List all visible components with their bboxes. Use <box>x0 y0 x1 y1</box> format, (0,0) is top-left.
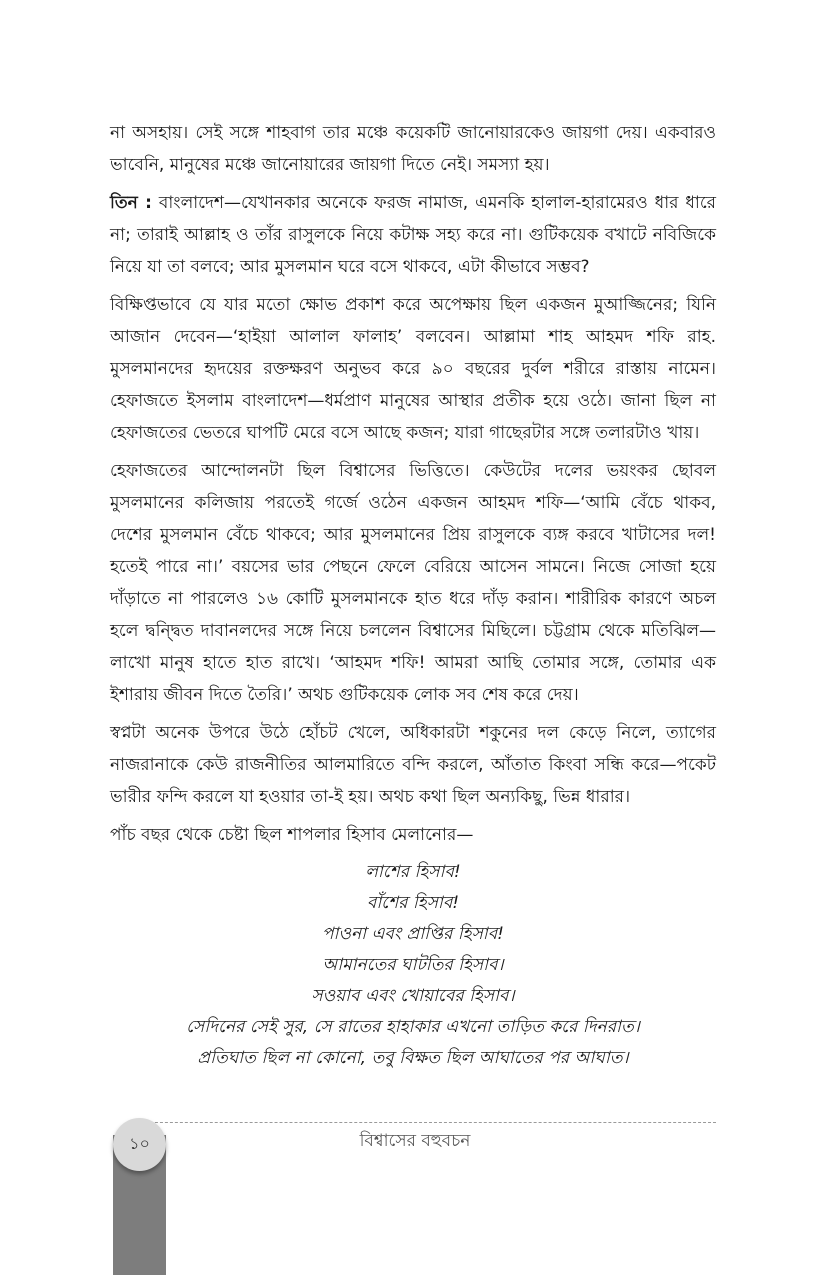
running-title: বিশ্বাসের বহুবচন <box>359 1131 471 1151</box>
poem-line: বাঁশের হিসাব! <box>366 893 460 913</box>
paragraph-text: বাংলাদেশ—যেখানকার অনেকে ফরজ নামাজ, এমনকি হালাল-হারামেরও ধার ধারে না; তারাই আল্লাহ ও তাঁর রাসুলকে নিয়ে কটাক্ষ সহ্য করে না। গুটিকয়েক বখাটে নবিজিকে নিয়ে যা তা বলবে; আর মুসলমান ঘরে বসে থাকবে, এটা কীভাবে সম্ভব? <box>110 193 716 277</box>
paragraph: পাঁচ বছর থেকে চেষ্টা ছিল শাপলার হিসাব মেলানোর— <box>110 825 474 845</box>
poem-line: আমানতের ঘাটতির হিসাব। <box>322 955 504 975</box>
paragraph: বিক্ষিপ্তভাবে যে যার মতো ক্ষোভ প্রকাশ করে অপেক্ষায় ছিল একজন মুআজ্জিনের; যিনি আজান দেবেন—‘হাইয়া আলাল ফালাহ’ বলবেন। আল্লামা শাহ আহমদ শফি রাহ. মুসলমানদের হৃদয়ের রক্তক্ষরণ অনুভব করে ৯০ বছরের দুর্বল শরীরে রাস্তায় নামেন। হেফাজতে ইসলাম বাংলাদেশ—ধর্মপ্রাণ মানুষের আস্থার প্রতীক হয়ে ওঠে। জানা ছিল না হেফাজতের ভেতরে ঘাপটি মেরে বসে আছে কজন; যারা গাছেরটার সঙ্গে তলারটাও খায়। <box>110 295 716 443</box>
paragraph: স্বপ্নটা অনেক উপরে উঠে হোঁচট খেলে, অধিকারটা শকুনের দল কেড়ে নিলে, ত্যাগের নাজরানাকে কেউ রাজনীতির আলমারিতে বন্দি করলে, আঁতাত কিংবা সন্ধি করে—পকেট ভারীর ফন্দি করলে যা হওয়ার তা-ই হয়। অথচ কথা ছিল অন্যকিছু, ভিন্ন ধারার। <box>110 723 716 807</box>
page-number: ১০ <box>113 1118 166 1171</box>
poem-line: সেদিনের সেই সুর, সে রাতের হাহাকার এখনো তাড়িত করে দিনরাত। <box>186 1017 640 1037</box>
paragraph <box>110 187 716 283</box>
page-body <box>110 117 716 1074</box>
paragraph: না অসহায়। সেই সঙ্গে শাহবাগ তার মঞ্চে কয়েকটি জানোয়ারকেও জায়গা দেয়। একবারও ভাবেনি, মানুষের মঞ্চে জানোয়ারের জায়গা দিতে নেই। সমস্যা হয়। <box>110 123 716 175</box>
poem <box>110 857 716 1074</box>
footer-divider <box>140 1122 716 1123</box>
section-label: তিন : <box>110 193 152 213</box>
poem-line: সওয়াব এবং খোয়াবের হিসাব। <box>311 986 515 1006</box>
poem-line: পাওনা এবং প্রাপ্তির হিসাব! <box>321 924 505 944</box>
poem-line: লাশের হিসাব! <box>365 862 461 882</box>
poem-line: প্রতিঘাত ছিল না কোনো, তবু বিক্ষত ছিল আঘাতের পর আঘাত। <box>197 1048 629 1068</box>
paragraph: হেফাজতের আন্দোলনটা ছিল বিশ্বাসের ভিত্তিতে। কেউটের দলের ভয়ংকর ছোবল মুসলমানের কলিজায় পরতেই গর্জে ওঠেন একজন আহমদ শফি—‘আমি বেঁচে থাকব, দেশের মুসলমান বেঁচে থাকবে; আর মুসলমানের প্রিয় রাসুলকে ব্যঙ্গ করবে খাটাসের দল! হতেই পারে না।’ বয়সের ভার পেছনে ফেলে বেরিয়ে আসেন সামনে। নিজে সোজা হয়ে দাঁড়াতে না পারলেও ১৬ কোটি মুসলমানকে হাত ধরে দাঁড় করান। শারীরিক কারণে অচল হলে দ্বন্দ্বিত দাবানলদের সঙ্গে নিয়ে চললেন বিশ্বাসের মিছিলে। চট্টগ্রাম থেকে মতিঝিল—লাখো মানুষ হাতে হাত রাখে। ‘আহমদ শফি! আমরা আছি তোমার সঙ্গে, তোমার এক ইশারায় জীবন দিতে তৈরি।’ অথচ গুটিকয়েক লোক সব শেষ করে দেয়। <box>110 461 716 705</box>
